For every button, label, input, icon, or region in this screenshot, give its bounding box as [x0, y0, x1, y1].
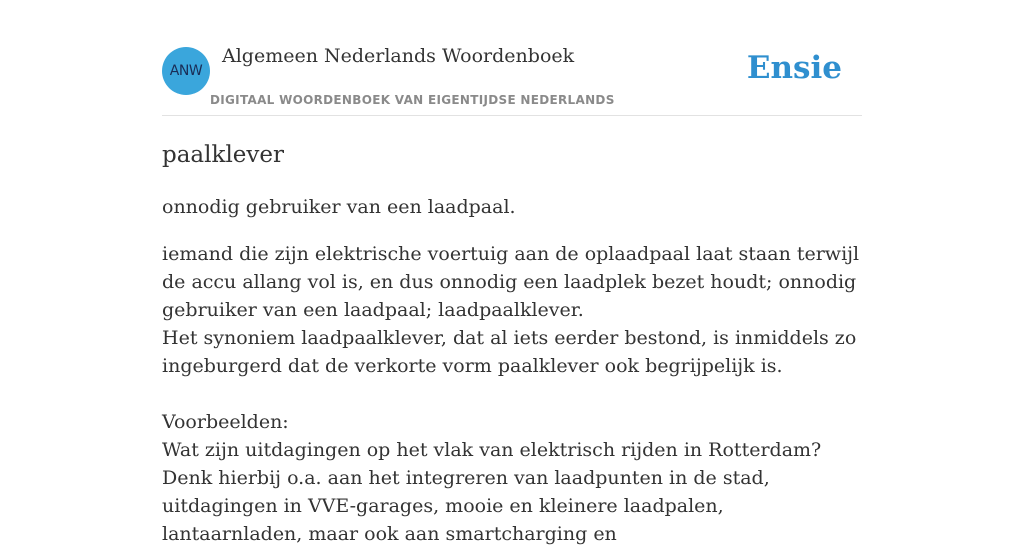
entry-content — [162, 141, 862, 548]
short-definition: onnodig gebruiker van een laadpaal. — [162, 196, 516, 218]
site-subtitle: DIGITAAL WOORDENBOEK VAN EIGENTIJDSE NEDERLANDS — [210, 93, 615, 107]
paragraph-spacer — [162, 380, 862, 408]
main-container — [162, 0, 862, 548]
long-definition — [162, 240, 862, 548]
example-text: Wat zijn uitdagingen op het vlak van elektrisch rijden in Rotterdam? Denk hierbij o.a. aan het integreren van laadpunten in de stad, uitdagingen in VVE-garages, mooie en kleinere laadpalen, lantaarnladen, maar ook aan smartcharging en — [162, 439, 822, 545]
anw-logo[interactable]: ANW — [162, 47, 210, 95]
site-title[interactable]: Algemeen Nederlands Woordenboek — [222, 45, 575, 67]
definition-note: Het synoniem laadpaalklever, dat al iets eerder bestond, is inmiddels zo ingeburgerd dat de verkorte vorm paalklever ook begrijpelijk is. — [162, 327, 857, 377]
definition-paragraph: iemand die zijn elektrische voertuig aan de oplaadpaal laat staan terwijl de accu allang vol is, en dus onnodig een laadplek bezet houdt; onnodig gebruiker van een laadpaal; laadpaalklever. — [162, 243, 860, 321]
ensie-brand-logo[interactable]: Ensie — [746, 50, 842, 86]
examples-label: Voorbeelden: — [162, 411, 289, 433]
entry-headword: paalklever — [162, 142, 285, 168]
site-header — [162, 0, 862, 116]
